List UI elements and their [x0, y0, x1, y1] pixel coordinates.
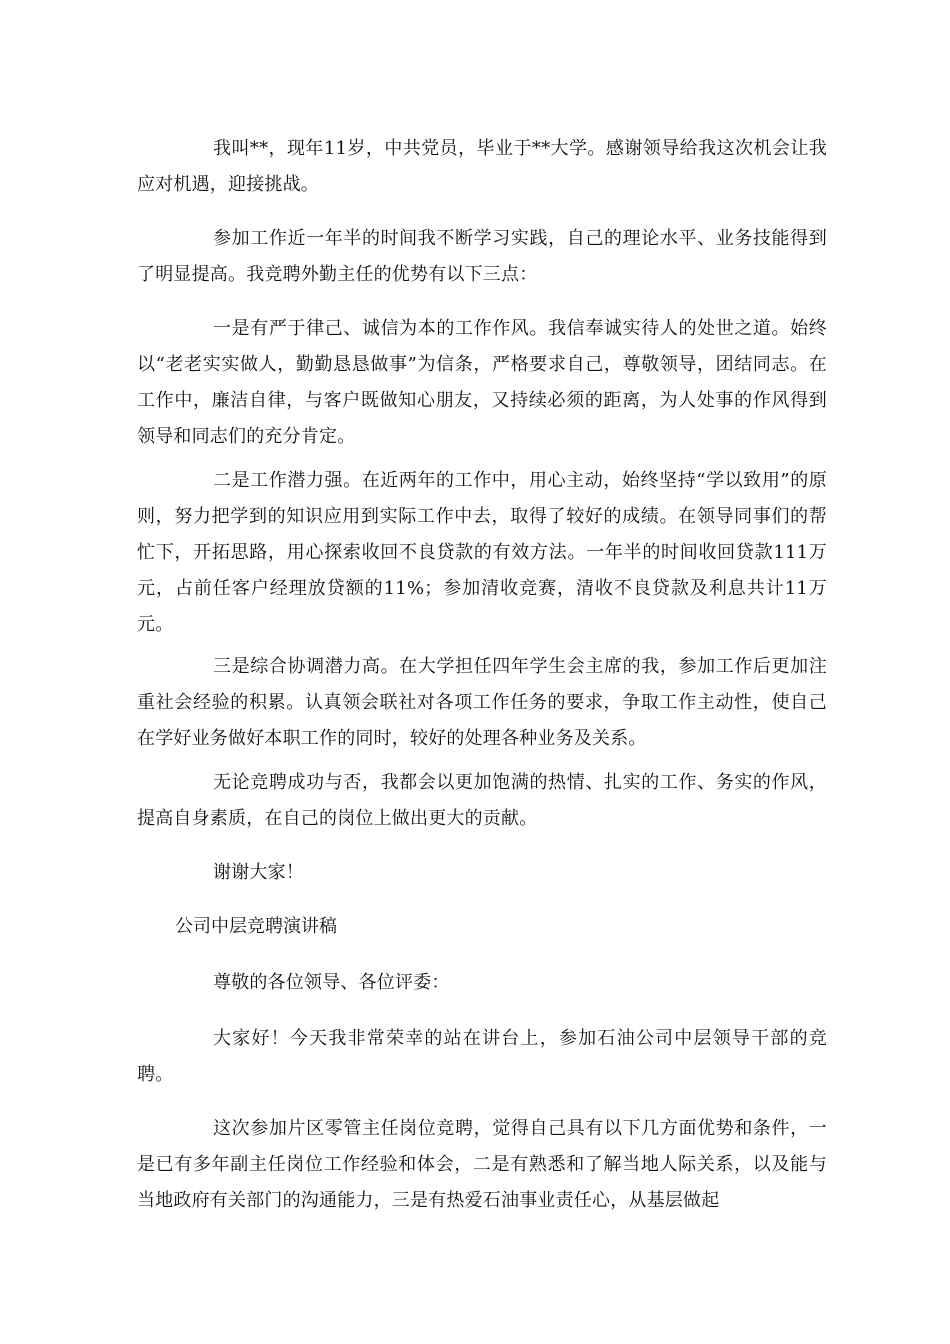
paragraph-advantage-one: 一是有严于律己、诚信为本的工作作风。我信奉诚实待人的处世之道。始终以“老老实实做人，勤勤恳恳做事”为信条，严格要求自己，尊敬领导，团结同志。在工作中，廉洁自律，与客户既做知心朋友，又持续必须的距离，为人处事的作风得到领导和同志们的充分肯定。	[137, 318, 827, 447]
paragraph-advantage-two: 二是工作潜力强。在近两年的工作中，用心主动，始终坚持“学以致用”的原则，努力把学到的知识应用到实际工作中去，取得了较好的成绩。在领导同事们的帮忙下，开拓思路，用心探索收回不良贷款的有效方法。一年半的时间收回贷款111万元，占前任客户经理放贷额的11%；参加清收竞赛，清收不良贷款及利息共计11万元。	[137, 470, 827, 635]
section-title: 公司中层竞聘演讲稿	[175, 916, 337, 937]
paragraph-candidacy: 这次参加片区零管主任岗位竞聘，觉得自己具有以下几方面优势和条件，一是已有多年副主任岗位工作经验和体会，二是有熟悉和了解当地人际关系，以及能与当地政府有关部门的沟通能力，三是有热爱石油事业责任心，从基层做起	[137, 1118, 827, 1211]
paragraph-salutation: 尊敬的各位领导、各位评委：	[213, 972, 450, 993]
paragraph-experience: 参加工作近一年半的时间我不断学习实践，自己的理论水平、业务技能得到了明显提高。我竞聘外勤主任的优势有以下三点：	[137, 228, 827, 285]
paragraph-advantage-three: 三是综合协调潜力高。在大学担任四年学生会主席的我，参加工作后更加注重社会经验的积累。认真领会联社对各项工作任务的要求，争取工作主动性，使自己在学好业务做好本职工作的同时，较好的处理各种业务及关系。	[137, 656, 827, 749]
paragraph-closing: 无论竞聘成功与否，我都会以更加饱满的热情、扎实的工作、务实的作风，提高自身素质，在自己的岗位上做出更大的贡献。	[137, 772, 827, 829]
paragraph-intro: 我叫**，现年11岁，中共党员，毕业于**大学。感谢领导给我这次机会让我应对机遇，迎接挑战。	[137, 138, 827, 195]
paragraph-greeting: 大家好！今天我非常荣幸的站在讲台上，参加石油公司中层领导干部的竞聘。	[137, 1028, 827, 1085]
paragraph-thanks: 谢谢大家！	[213, 862, 304, 883]
